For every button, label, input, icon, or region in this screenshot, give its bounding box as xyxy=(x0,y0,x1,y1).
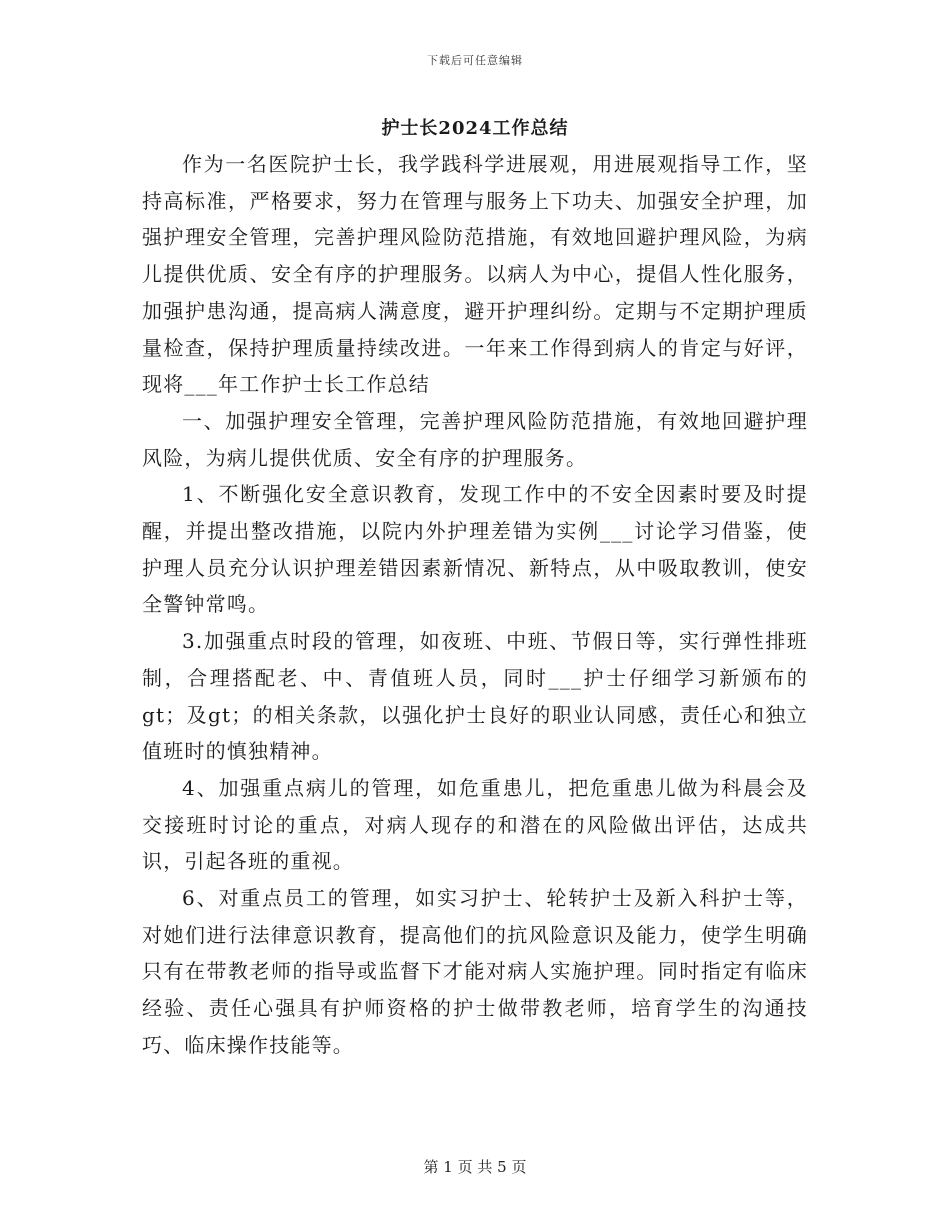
paragraph-intro: 作为一名医院护士长，我学践科学进展观，用进展观指导工作，坚持高标准，严格要求，努力在管理与服务上下功夫、加强安全护理，加强护理安全管理，完善护理风险防范措施，有效地回避护理风险，为病儿提供优质、安全有序的护理服务。以病人为中心，提倡人性化服务，加强护患沟通，提高病人满意度，避开护理纠纷。定期与不定期护理质量检查，保持护理质量持续改进。一年来工作得到病人的肯定与好评，现将___年工作护士长工作总结 xyxy=(142,152,808,397)
paragraph-item-6: 6、对重点员工的管理，如实习护士、轮转护士及新入科护士等，对她们进行法律意识教育，提高他们的抗风险意识及能力，使学生明确只有在带教老师的指导或监督下才能对病人实施护理。同时指定有临床经验、责任心强具有护师资格的护士做带教老师，培育学生的沟通技巧、临床操作技能等。 xyxy=(142,886,808,1057)
paragraph-item-4: 4、加强重点病儿的管理，如危重患儿，把危重患儿做为科晨会及交接班时讨论的重点，对病人现存的和潜在的风险做出评估，达成共识，引起各班的重视。 xyxy=(142,775,808,874)
page-header: 下载后可任意编辑 xyxy=(427,54,523,67)
document-title: 护士长2024工作总结 xyxy=(381,118,569,139)
paragraph-item-1: 1、不断强化安全意识教育，发现工作中的不安全因素时要及时提醒，并提出整改措施，以院内外护理差错为实例___讨论学习借鉴，使护理人员充分认识护理差错因素新情况、新特点，从中吸取教训，使安全警钟常鸣。 xyxy=(142,482,808,617)
page-number: 第 1 页 共 5 页 xyxy=(423,1158,527,1176)
paragraph-item-3: 3.加强重点时段的管理，如夜班、中班、节假日等，实行弹性排班制，合理搭配老、中、青值班人员，同时___护士仔细学习新颁布的gt；及gt；的相关条款，以强化护士良好的职业认同感，责任心和独立值班时的慎独精神。 xyxy=(142,629,808,764)
paragraph-section-1: 一、加强护理安全管理，完善护理风险防范措施，有效地回避护理风险，为病儿提供优质、安全有序的护理服务。 xyxy=(142,408,808,470)
document-body xyxy=(142,146,808,1064)
